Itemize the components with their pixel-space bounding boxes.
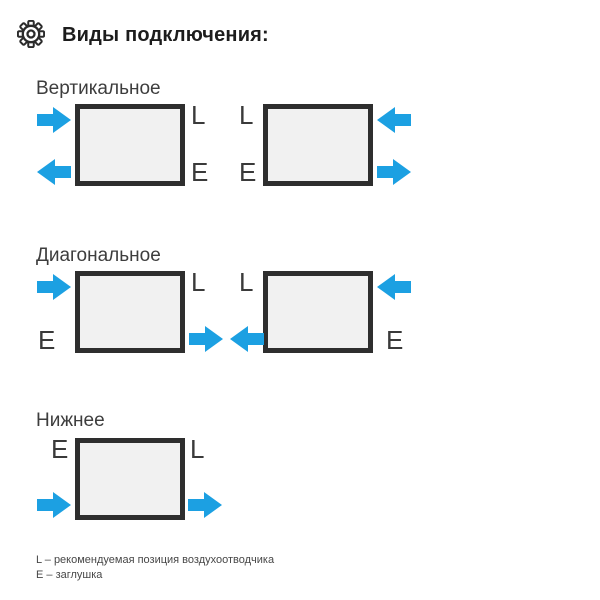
radiator-body xyxy=(75,104,185,186)
flow-out-arrow xyxy=(188,492,222,518)
port-label-l: L xyxy=(239,267,254,297)
radiator-body xyxy=(263,271,373,353)
section-label: Вертикальное xyxy=(36,78,161,99)
flow-in-arrow xyxy=(37,274,71,300)
legend-line-l: L – рекомендуемая позиция воздухоотводчика xyxy=(36,554,275,566)
flow-in-arrow xyxy=(37,492,71,518)
port-label-l: L xyxy=(190,434,205,464)
flow-in-arrow xyxy=(377,107,411,133)
port-label-e: E xyxy=(386,325,404,355)
flow-out-arrow xyxy=(230,326,264,352)
port-label-e: E xyxy=(239,157,257,187)
radiator-body xyxy=(75,271,185,353)
section-label: Нижнее xyxy=(36,410,105,431)
flow-in-arrow xyxy=(377,274,411,300)
section-label: Диагональное xyxy=(36,245,161,266)
gear-icon xyxy=(17,20,45,48)
port-label-l: L xyxy=(191,100,206,130)
flow-out-arrow xyxy=(189,326,223,352)
port-label-l: L xyxy=(239,100,254,130)
flow-in-arrow xyxy=(37,107,71,133)
flow-out-arrow xyxy=(377,159,411,185)
page-title: Виды подключения: xyxy=(62,24,269,46)
legend-line-e: E – заглушка xyxy=(36,569,103,581)
radiator-body xyxy=(263,104,373,186)
flow-out-arrow xyxy=(37,159,71,185)
radiator-body xyxy=(75,438,185,520)
port-label-e: E xyxy=(38,325,56,355)
port-label-e: E xyxy=(191,157,209,187)
port-label-l: L xyxy=(191,267,206,297)
port-label-e: E xyxy=(51,434,69,464)
